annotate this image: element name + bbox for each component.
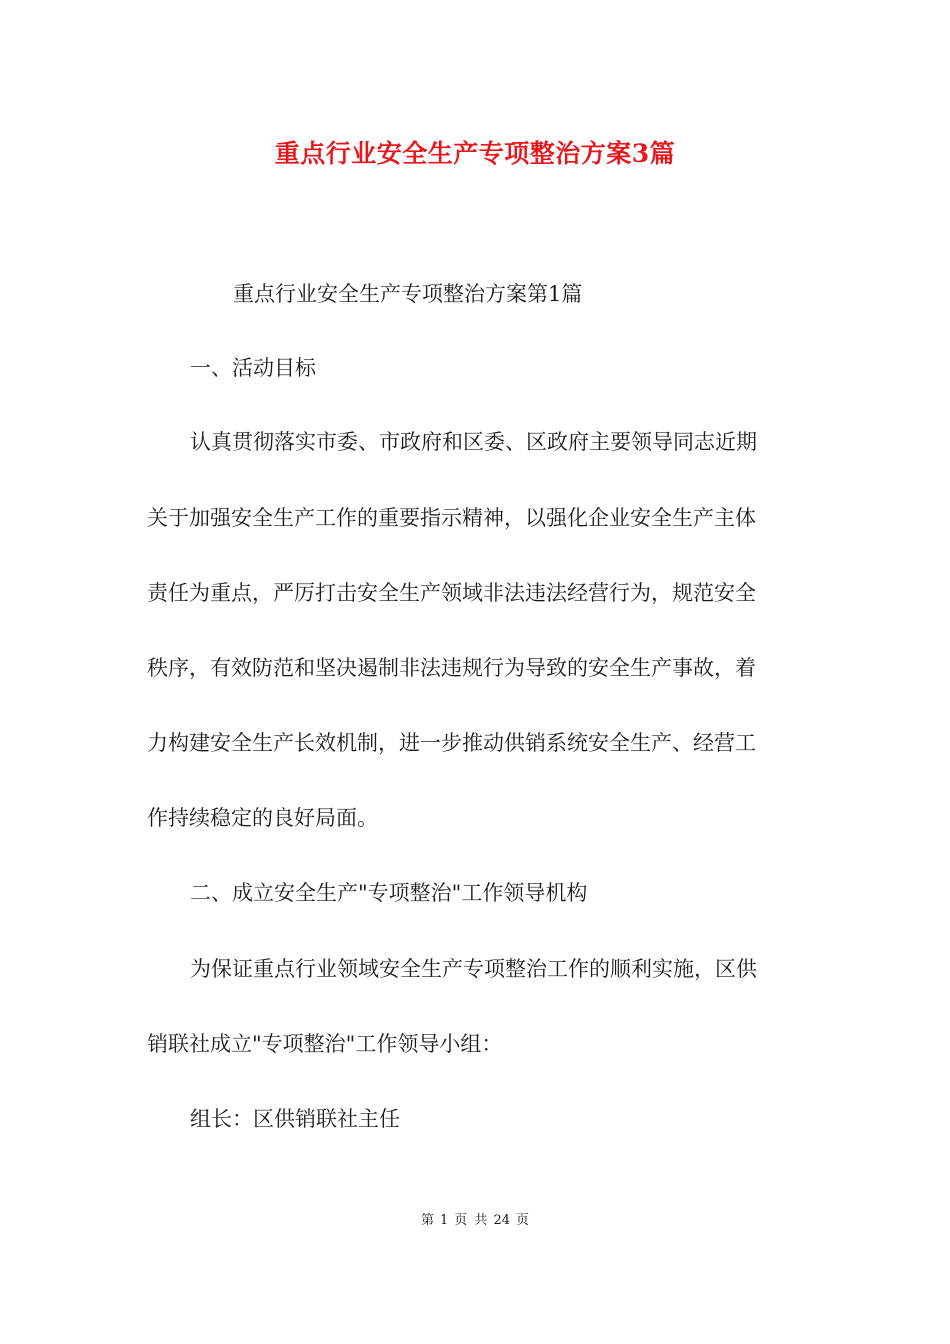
paragraph-1-line-2: 关于加强安全生产工作的重要指示精神，以强化企业安全生产主体 bbox=[147, 506, 756, 530]
page-prefix: 第 bbox=[421, 1213, 435, 1228]
section-heading-2: 二、成立安全生产"专项整治"工作领导机构 bbox=[190, 881, 588, 905]
document-title: 重点行业安全生产专项整治方案3篇 bbox=[274, 139, 676, 168]
section-heading-1: 一、活动目标 bbox=[190, 356, 316, 380]
paragraph-1-line-6: 作持续稳定的良好局面。 bbox=[147, 806, 378, 830]
subtitle: 重点行业安全生产专项整治方案第1篇 bbox=[233, 282, 583, 306]
page-footer bbox=[0, 1209, 950, 1228]
page-mid: 页 共 bbox=[454, 1213, 488, 1228]
page-total: 24 bbox=[493, 1213, 510, 1228]
paragraph-1-line-5: 力构建安全生产长效机制，进一步推动供销系统安全生产、经营工 bbox=[147, 731, 756, 755]
paragraph-1-line-1: 认真贯彻落实市委、市政府和区委、区政府主要领导同志近期 bbox=[190, 430, 757, 454]
page-suffix: 页 bbox=[515, 1213, 529, 1228]
paragraph-1-line-3: 责任为重点，严厉打击安全生产领域非法违法经营行为，规范安全 bbox=[147, 581, 756, 605]
paragraph-1-line-4: 秩序，有效防范和坚决遏制非法违规行为导致的安全生产事故，着 bbox=[147, 656, 756, 680]
leader-line: 组长：区供销联社主任 bbox=[190, 1107, 400, 1131]
page-current: 1 bbox=[440, 1213, 449, 1228]
paragraph-2-line-2: 销联社成立"专项整治"工作领导小组： bbox=[147, 1032, 503, 1056]
paragraph-2-line-1: 为保证重点行业领域安全生产专项整治工作的顺利实施，区供 bbox=[190, 957, 757, 981]
